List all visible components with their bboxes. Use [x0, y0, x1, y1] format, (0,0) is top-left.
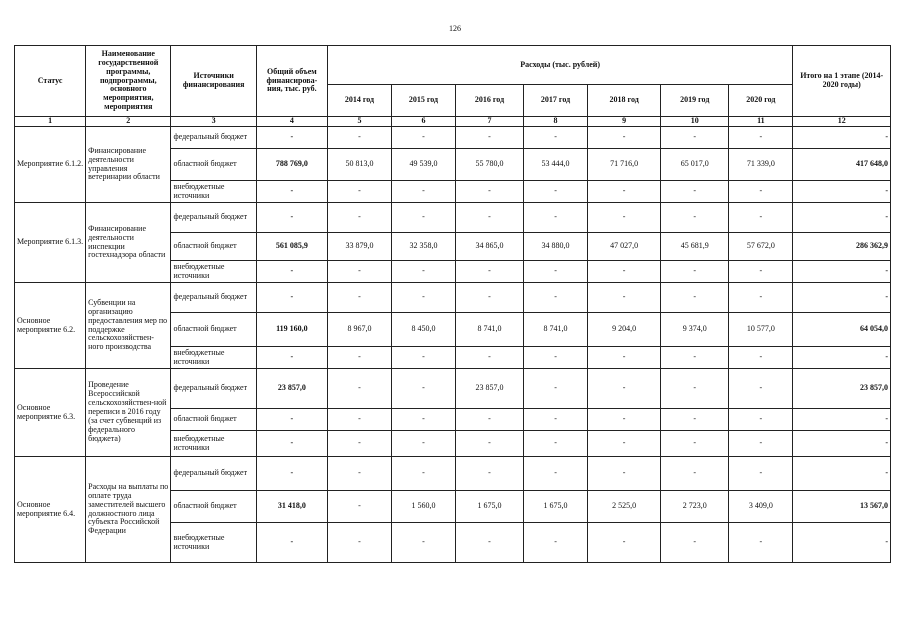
source-cell: областной бюджет — [171, 409, 256, 431]
header-year: 2018 год — [588, 85, 661, 117]
stage-total-cell: - — [793, 523, 891, 563]
year-value-cell: 2 525,0 — [588, 491, 661, 523]
year-value-cell: 9 204,0 — [588, 313, 661, 347]
header-year: 2015 год — [391, 85, 455, 117]
year-value-cell: 47 027,0 — [588, 233, 661, 261]
year-value-cell: - — [391, 369, 455, 409]
year-value-cell: 1 560,0 — [391, 491, 455, 523]
column-number: 2 — [86, 117, 171, 127]
total-volume-cell: - — [256, 409, 327, 431]
year-value-cell: - — [729, 127, 793, 149]
year-value-cell: 8 967,0 — [327, 313, 391, 347]
year-value-cell: 34 865,0 — [455, 233, 523, 261]
total-volume-cell: - — [256, 523, 327, 563]
year-value-cell: - — [327, 203, 391, 233]
year-value-cell: - — [661, 457, 729, 491]
year-value-cell: - — [729, 431, 793, 457]
status-cell: Мероприятие 6.1.3. — [15, 203, 86, 283]
year-value-cell: 50 813,0 — [327, 149, 391, 181]
program-name-cell: Проведение Всероссийской сельскохозяйствен-ной переписи в 2016 году (за счет субвенций из федерального бюджета) — [86, 369, 171, 457]
header-sources: Источники финансирования — [171, 46, 256, 117]
source-cell: федеральный бюджет — [171, 283, 256, 313]
total-volume-cell: 31 418,0 — [256, 491, 327, 523]
year-value-cell: - — [455, 261, 523, 283]
year-value-cell: 49 539,0 — [391, 149, 455, 181]
year-value-cell: - — [661, 181, 729, 203]
year-value-cell: - — [524, 457, 588, 491]
year-value-cell: - — [588, 523, 661, 563]
year-value-cell: - — [327, 181, 391, 203]
year-value-cell: 53 444,0 — [524, 149, 588, 181]
year-value-cell: - — [391, 431, 455, 457]
year-value-cell: - — [391, 261, 455, 283]
year-value-cell: - — [327, 283, 391, 313]
year-value-cell: - — [327, 261, 391, 283]
year-value-cell: - — [588, 457, 661, 491]
total-volume-cell: - — [256, 181, 327, 203]
year-value-cell: - — [729, 457, 793, 491]
status-cell: Основное мероприятие 6.3. — [15, 369, 86, 457]
stage-total-cell: 13 567,0 — [793, 491, 891, 523]
table-row — [15, 203, 891, 233]
year-value-cell: 71 339,0 — [729, 149, 793, 181]
year-value-cell: 34 880,0 — [524, 233, 588, 261]
year-value-cell: - — [327, 409, 391, 431]
year-value-cell: - — [661, 127, 729, 149]
year-value-cell: - — [588, 369, 661, 409]
year-value-cell: - — [391, 283, 455, 313]
table-row — [15, 457, 891, 491]
total-volume-cell: 788 769,0 — [256, 149, 327, 181]
year-value-cell: 65 017,0 — [661, 149, 729, 181]
stage-total-cell: - — [793, 261, 891, 283]
stage-total-cell: - — [793, 457, 891, 491]
year-value-cell: - — [455, 457, 523, 491]
year-value-cell: 1 675,0 — [524, 491, 588, 523]
source-cell: внебюджетные источники — [171, 347, 256, 369]
year-value-cell: - — [391, 203, 455, 233]
total-volume-cell: 561 085,9 — [256, 233, 327, 261]
source-cell: областной бюджет — [171, 313, 256, 347]
program-name-cell: Субвенции на организацию предоставления мер по поддержке сельскохозяйствен-ного производства — [86, 283, 171, 369]
stage-total-cell: - — [793, 181, 891, 203]
stage-total-cell: - — [793, 203, 891, 233]
status-cell: Мероприятие 6.1.2. — [15, 127, 86, 203]
year-value-cell: 33 879,0 — [327, 233, 391, 261]
year-value-cell: - — [391, 457, 455, 491]
column-number: 4 — [256, 117, 327, 127]
year-value-cell: - — [327, 369, 391, 409]
total-volume-cell: - — [256, 431, 327, 457]
status-cell: Основное мероприятие 6.2. — [15, 283, 86, 369]
program-name-cell: Расходы на выплаты по оплате труда заместителей высшего должностного лица субъекта Российской Федерации — [86, 457, 171, 563]
year-value-cell: - — [524, 369, 588, 409]
total-volume-cell: - — [256, 347, 327, 369]
year-value-cell: - — [455, 127, 523, 149]
total-volume-cell: - — [256, 457, 327, 491]
year-value-cell: - — [588, 203, 661, 233]
year-value-cell: 8 450,0 — [391, 313, 455, 347]
stage-total-cell: - — [793, 409, 891, 431]
year-value-cell: - — [661, 261, 729, 283]
year-value-cell: 8 741,0 — [455, 313, 523, 347]
column-number: 8 — [524, 117, 588, 127]
year-value-cell: 32 358,0 — [391, 233, 455, 261]
header-expenses: Расходы (тыс. рублей) — [327, 46, 792, 85]
column-number: 6 — [391, 117, 455, 127]
table-row — [15, 369, 891, 409]
year-value-cell: 45 681,9 — [661, 233, 729, 261]
stage-total-cell: 286 362,9 — [793, 233, 891, 261]
year-value-cell: 2 723,0 — [661, 491, 729, 523]
source-cell: областной бюджет — [171, 149, 256, 181]
year-value-cell: - — [661, 347, 729, 369]
table-row — [15, 127, 891, 149]
column-number: 1 — [15, 117, 86, 127]
year-value-cell: - — [524, 409, 588, 431]
year-value-cell: - — [524, 283, 588, 313]
column-number: 11 — [729, 117, 793, 127]
header-year: 2014 год — [327, 85, 391, 117]
year-value-cell: - — [729, 523, 793, 563]
header-year: 2019 год — [661, 85, 729, 117]
source-cell: внебюджетные источники — [171, 181, 256, 203]
year-value-cell: - — [455, 283, 523, 313]
year-value-cell: - — [524, 261, 588, 283]
year-value-cell: - — [588, 181, 661, 203]
year-value-cell: - — [391, 181, 455, 203]
year-value-cell: - — [588, 431, 661, 457]
year-value-cell: - — [524, 431, 588, 457]
source-cell: федеральный бюджет — [171, 127, 256, 149]
stage-total-cell: - — [793, 347, 891, 369]
year-value-cell: - — [524, 203, 588, 233]
year-value-cell: - — [729, 409, 793, 431]
year-value-cell: - — [729, 181, 793, 203]
source-cell: внебюджетные источники — [171, 431, 256, 457]
year-value-cell: - — [524, 347, 588, 369]
year-value-cell: 1 675,0 — [455, 491, 523, 523]
stage-total-cell: - — [793, 431, 891, 457]
program-name-cell: Финансирование деятельности управления ветеринарии области — [86, 127, 171, 203]
source-cell: областной бюджет — [171, 233, 256, 261]
column-number: 7 — [455, 117, 523, 127]
year-value-cell: - — [524, 127, 588, 149]
source-cell: внебюджетные источники — [171, 261, 256, 283]
year-value-cell: 23 857,0 — [455, 369, 523, 409]
column-number: 3 — [171, 117, 256, 127]
year-value-cell: - — [455, 347, 523, 369]
year-value-cell: - — [327, 491, 391, 523]
year-value-cell: - — [391, 347, 455, 369]
year-value-cell: - — [588, 347, 661, 369]
table-row — [15, 283, 891, 313]
year-value-cell: - — [661, 523, 729, 563]
year-value-cell: - — [588, 261, 661, 283]
page-number: 126 — [449, 24, 461, 33]
column-number: 5 — [327, 117, 391, 127]
column-number: 9 — [588, 117, 661, 127]
year-value-cell: - — [588, 409, 661, 431]
header-year: 2017 год — [524, 85, 588, 117]
year-value-cell: - — [455, 181, 523, 203]
year-value-cell: - — [327, 457, 391, 491]
year-value-cell: - — [327, 523, 391, 563]
stage-total-cell: 23 857,0 — [793, 369, 891, 409]
year-value-cell: 3 409,0 — [729, 491, 793, 523]
year-value-cell: - — [455, 431, 523, 457]
year-value-cell: - — [391, 127, 455, 149]
program-name-cell: Финансирование деятельности инспекции гостехнадзора области — [86, 203, 171, 283]
year-value-cell: - — [661, 369, 729, 409]
source-cell: внебюджетные источники — [171, 523, 256, 563]
total-volume-cell: - — [256, 127, 327, 149]
stage-total-cell: - — [793, 283, 891, 313]
year-value-cell: - — [661, 409, 729, 431]
total-volume-cell: - — [256, 203, 327, 233]
year-value-cell: 8 741,0 — [524, 313, 588, 347]
year-value-cell: 55 780,0 — [455, 149, 523, 181]
year-value-cell: - — [729, 369, 793, 409]
header-year: 2020 год — [729, 85, 793, 117]
year-value-cell: - — [729, 261, 793, 283]
stage-total-cell: 64 054,0 — [793, 313, 891, 347]
column-number: 12 — [793, 117, 891, 127]
year-value-cell: - — [661, 283, 729, 313]
total-volume-cell: 119 160,0 — [256, 313, 327, 347]
total-volume-cell: 23 857,0 — [256, 369, 327, 409]
year-value-cell: - — [524, 181, 588, 203]
status-cell: Основное мероприятие 6.4. — [15, 457, 86, 563]
year-value-cell: - — [455, 409, 523, 431]
year-value-cell: - — [729, 283, 793, 313]
source-cell: областной бюджет — [171, 491, 256, 523]
year-value-cell: 10 577,0 — [729, 313, 793, 347]
source-cell: федеральный бюджет — [171, 369, 256, 409]
year-value-cell: - — [327, 127, 391, 149]
total-volume-cell: - — [256, 261, 327, 283]
year-value-cell: - — [661, 431, 729, 457]
header-total-volume: Общий объем финансирова-ния, тыс. руб. — [256, 46, 327, 117]
year-value-cell: - — [455, 203, 523, 233]
year-value-cell: - — [729, 203, 793, 233]
header-year: 2016 год — [455, 85, 523, 117]
year-value-cell: - — [524, 523, 588, 563]
column-numbers-row — [15, 117, 891, 127]
year-value-cell: - — [391, 409, 455, 431]
year-value-cell: - — [661, 203, 729, 233]
header-program-name: Наименование государственной программы, подпрограммы, основного мероприятия, мероприятия — [86, 46, 171, 117]
year-value-cell: - — [729, 347, 793, 369]
year-value-cell: 71 716,0 — [588, 149, 661, 181]
year-value-cell: - — [588, 127, 661, 149]
year-value-cell: - — [391, 523, 455, 563]
year-value-cell: 57 672,0 — [729, 233, 793, 261]
total-volume-cell: - — [256, 283, 327, 313]
source-cell: федеральный бюджет — [171, 203, 256, 233]
stage-total-cell: - — [793, 127, 891, 149]
column-number: 10 — [661, 117, 729, 127]
financing-table — [14, 45, 891, 563]
source-cell: федеральный бюджет — [171, 457, 256, 491]
year-value-cell: - — [327, 431, 391, 457]
year-value-cell: - — [327, 347, 391, 369]
stage-total-cell: 417 648,0 — [793, 149, 891, 181]
year-value-cell: - — [455, 523, 523, 563]
year-value-cell: 9 374,0 — [661, 313, 729, 347]
year-value-cell: - — [588, 283, 661, 313]
header-status: Статус — [15, 46, 86, 117]
header-stage-total: Итого на 1 этапе (2014-2020 годы) — [793, 46, 891, 117]
